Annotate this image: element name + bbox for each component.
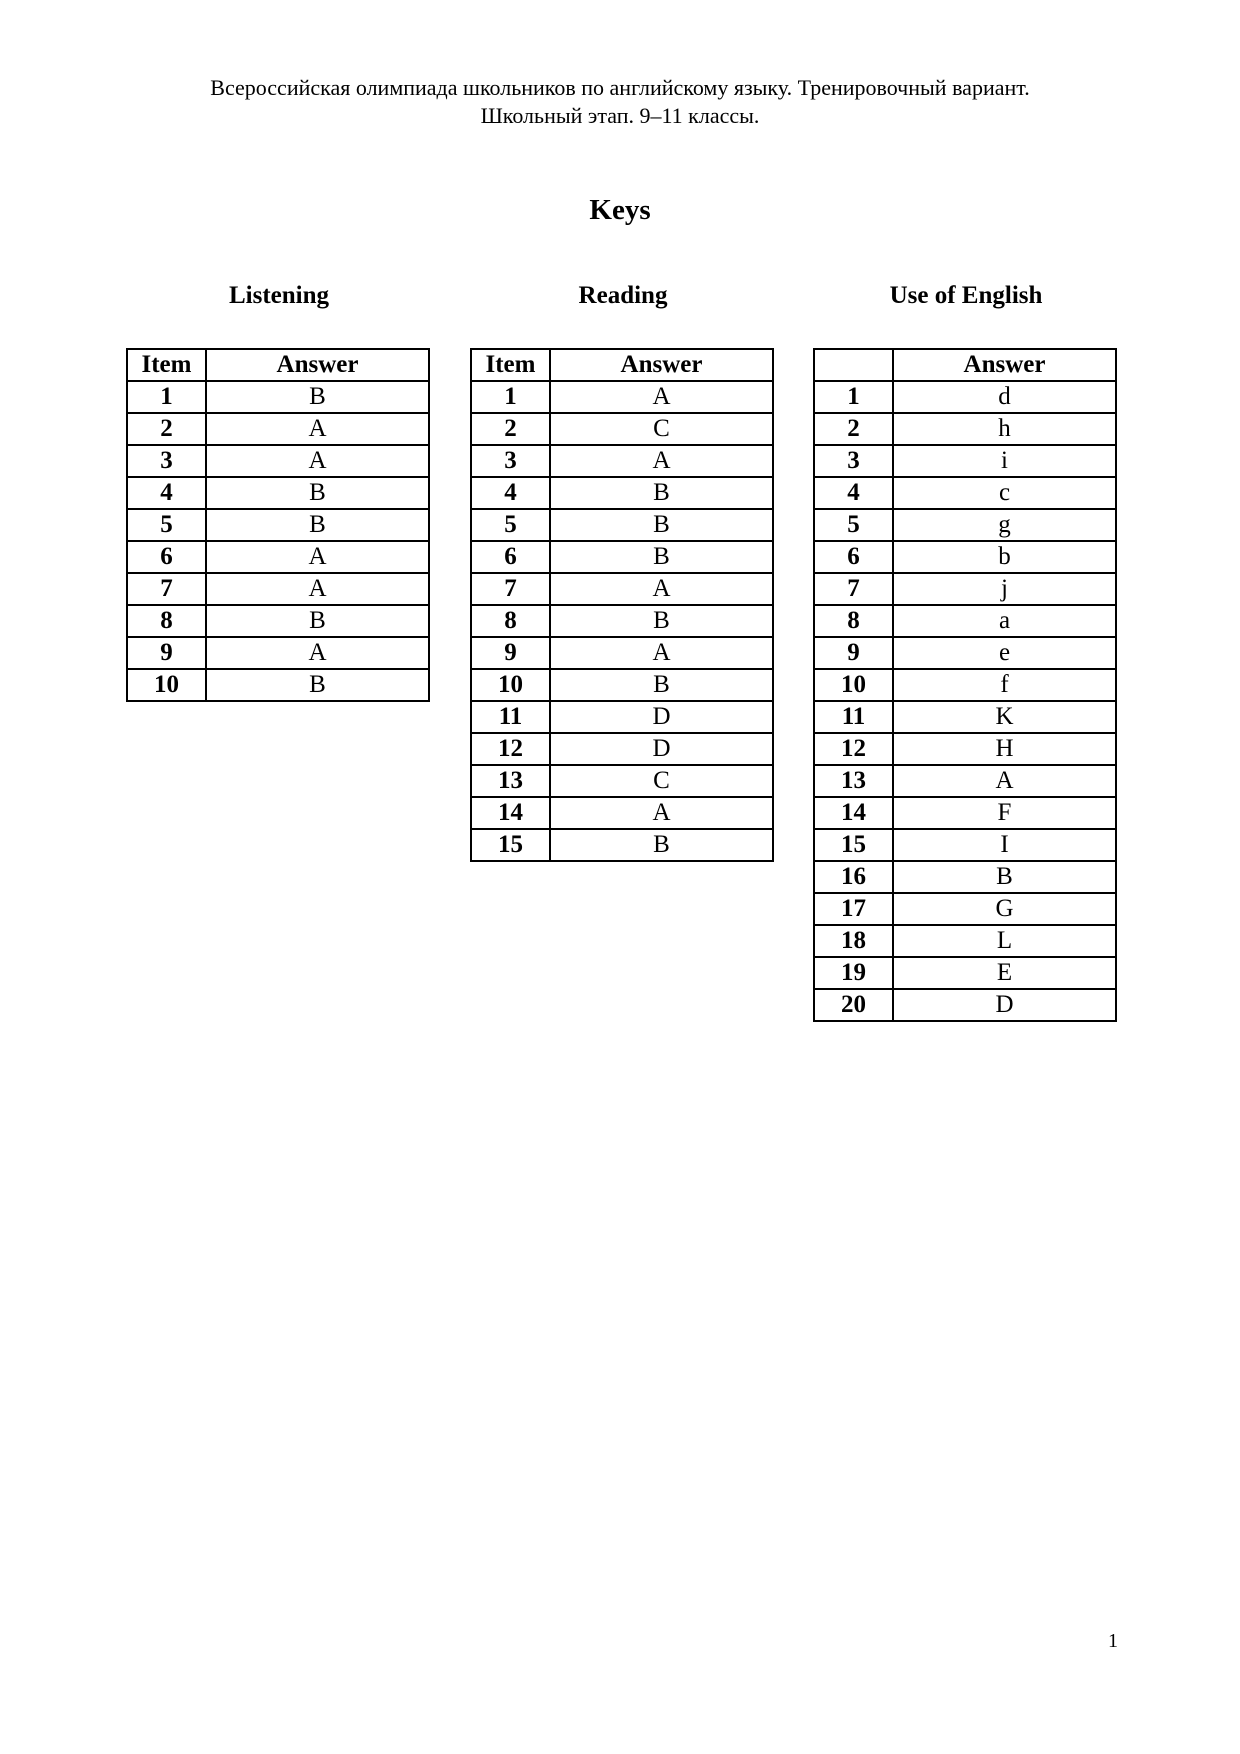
item-number-cell: 12 [471, 733, 550, 765]
table-row [127, 509, 429, 541]
item-number-cell: 19 [814, 957, 893, 989]
item-number-cell: 15 [471, 829, 550, 861]
answer-cell: j [893, 573, 1116, 605]
item-number-cell: 13 [814, 765, 893, 797]
item-number-cell: 18 [814, 925, 893, 957]
item-number-cell: 2 [471, 413, 550, 445]
table-row [814, 541, 1116, 573]
answer-cell: B [206, 509, 429, 541]
table-row [814, 445, 1116, 477]
answer-cell: B [550, 829, 773, 861]
item-column-header: Item [471, 349, 550, 381]
table-row [127, 413, 429, 445]
page-number: 1 [1108, 1630, 1118, 1652]
table-header-row [814, 349, 1116, 381]
answer-cell: C [550, 413, 773, 445]
table-row [127, 669, 429, 701]
table-row [471, 509, 773, 541]
section-title-use-of-english: Use of English [889, 282, 1043, 309]
item-number-cell: 1 [127, 381, 206, 413]
item-number-cell: 6 [814, 541, 893, 573]
table-row [471, 829, 773, 861]
item-number-cell: 8 [471, 605, 550, 637]
item-number-cell: 16 [814, 861, 893, 893]
answer-column-header: Answer [893, 349, 1116, 381]
listening-key-table [126, 348, 430, 702]
table-row [814, 829, 1116, 861]
answer-cell: B [550, 669, 773, 701]
table-header-row [127, 349, 429, 381]
answer-cell: D [550, 701, 773, 733]
answer-cell: L [893, 925, 1116, 957]
table-row [814, 381, 1116, 413]
item-number-cell: 13 [471, 765, 550, 797]
item-number-cell: 3 [127, 445, 206, 477]
item-number-cell: 20 [814, 989, 893, 1021]
answer-cell: h [893, 413, 1116, 445]
table-row [814, 765, 1116, 797]
answer-cell: b [893, 541, 1116, 573]
table-row [471, 605, 773, 637]
item-number-cell: 14 [471, 797, 550, 829]
answer-cell: C [550, 765, 773, 797]
item-number-cell: 15 [814, 829, 893, 861]
table-row [814, 797, 1116, 829]
use-of-english-key-table [813, 348, 1117, 1022]
item-number-cell: 8 [814, 605, 893, 637]
item-number-cell: 1 [471, 381, 550, 413]
table-row [814, 957, 1116, 989]
table-row [471, 477, 773, 509]
table-row [814, 637, 1116, 669]
item-number-cell: 9 [471, 637, 550, 669]
item-number-cell: 10 [471, 669, 550, 701]
item-column-header [814, 349, 893, 381]
table-row [814, 413, 1116, 445]
table-row [814, 477, 1116, 509]
answer-cell: B [550, 605, 773, 637]
table-row [471, 733, 773, 765]
item-number-cell: 8 [127, 605, 206, 637]
item-number-cell: 4 [471, 477, 550, 509]
table-row [814, 605, 1116, 637]
table-row [814, 925, 1116, 957]
answer-cell: D [893, 989, 1116, 1021]
item-number-cell: 2 [814, 413, 893, 445]
table-row [814, 509, 1116, 541]
answer-cell: e [893, 637, 1116, 669]
answer-cell: A [550, 445, 773, 477]
header-line-1: Всероссийская олимпиада школьников по английскому языку. Тренировочный вариант. [210, 75, 1030, 100]
item-column-header: Item [127, 349, 206, 381]
table-row [127, 573, 429, 605]
answer-cell: I [893, 829, 1116, 861]
answer-cell: E [893, 957, 1116, 989]
item-number-cell: 9 [127, 637, 206, 669]
answer-cell: B [550, 541, 773, 573]
answer-cell: K [893, 701, 1116, 733]
table-row [814, 893, 1116, 925]
item-number-cell: 7 [127, 573, 206, 605]
item-number-cell: 7 [814, 573, 893, 605]
table-row [127, 637, 429, 669]
answer-cell: f [893, 669, 1116, 701]
item-number-cell: 6 [471, 541, 550, 573]
answer-cell: a [893, 605, 1116, 637]
answer-cell: A [206, 541, 429, 573]
table-row [127, 381, 429, 413]
answer-cell: A [206, 637, 429, 669]
answer-cell: G [893, 893, 1116, 925]
item-number-cell: 3 [471, 445, 550, 477]
answer-cell: D [550, 733, 773, 765]
table-row [814, 733, 1116, 765]
table-row [471, 541, 773, 573]
table-row [814, 669, 1116, 701]
item-number-cell: 5 [814, 509, 893, 541]
answer-cell: B [206, 605, 429, 637]
page-title: Keys [589, 194, 651, 226]
answer-cell: F [893, 797, 1116, 829]
item-number-cell: 10 [814, 669, 893, 701]
answer-cell: B [550, 477, 773, 509]
item-number-cell: 4 [127, 477, 206, 509]
answer-cell: B [206, 381, 429, 413]
table-row [814, 701, 1116, 733]
answer-column-header: Answer [550, 349, 773, 381]
answer-column-header: Answer [206, 349, 429, 381]
table-row [471, 445, 773, 477]
item-number-cell: 7 [471, 573, 550, 605]
answer-cell: A [550, 381, 773, 413]
table-row [471, 637, 773, 669]
item-number-cell: 17 [814, 893, 893, 925]
answer-cell: A [550, 637, 773, 669]
item-number-cell: 11 [471, 701, 550, 733]
item-number-cell: 2 [127, 413, 206, 445]
table-row [814, 573, 1116, 605]
table-row [471, 573, 773, 605]
answer-cell: A [206, 573, 429, 605]
item-number-cell: 3 [814, 445, 893, 477]
table-row [814, 989, 1116, 1021]
table-row [127, 477, 429, 509]
item-number-cell: 5 [127, 509, 206, 541]
item-number-cell: 14 [814, 797, 893, 829]
answer-cell: B [550, 509, 773, 541]
item-number-cell: 9 [814, 637, 893, 669]
section-title-reading: Reading [578, 282, 668, 309]
table-row [471, 797, 773, 829]
answer-cell: H [893, 733, 1116, 765]
table-row [814, 861, 1116, 893]
page-header [0, 74, 1240, 130]
table-row [471, 701, 773, 733]
answer-cell: A [893, 765, 1116, 797]
answer-cell: c [893, 477, 1116, 509]
item-number-cell: 11 [814, 701, 893, 733]
table-row [471, 669, 773, 701]
header-line-2: Школьный этап. 9–11 классы. [480, 103, 760, 128]
item-number-cell: 12 [814, 733, 893, 765]
section-title-listening: Listening [228, 282, 330, 309]
answer-cell: A [550, 573, 773, 605]
answer-cell: B [206, 669, 429, 701]
answer-cell: d [893, 381, 1116, 413]
item-number-cell: 1 [814, 381, 893, 413]
answer-cell: B [893, 861, 1116, 893]
table-row [127, 445, 429, 477]
answer-cell: B [206, 477, 429, 509]
answer-cell: A [206, 413, 429, 445]
table-row [471, 413, 773, 445]
answer-cell: g [893, 509, 1116, 541]
item-number-cell: 4 [814, 477, 893, 509]
answer-cell: A [550, 797, 773, 829]
item-number-cell: 10 [127, 669, 206, 701]
item-number-cell: 5 [471, 509, 550, 541]
table-row [471, 381, 773, 413]
table-row [127, 541, 429, 573]
reading-key-table [470, 348, 774, 862]
table-row [471, 765, 773, 797]
table-header-row [471, 349, 773, 381]
table-row [127, 605, 429, 637]
item-number-cell: 6 [127, 541, 206, 573]
answer-cell: A [206, 445, 429, 477]
answer-cell: i [893, 445, 1116, 477]
